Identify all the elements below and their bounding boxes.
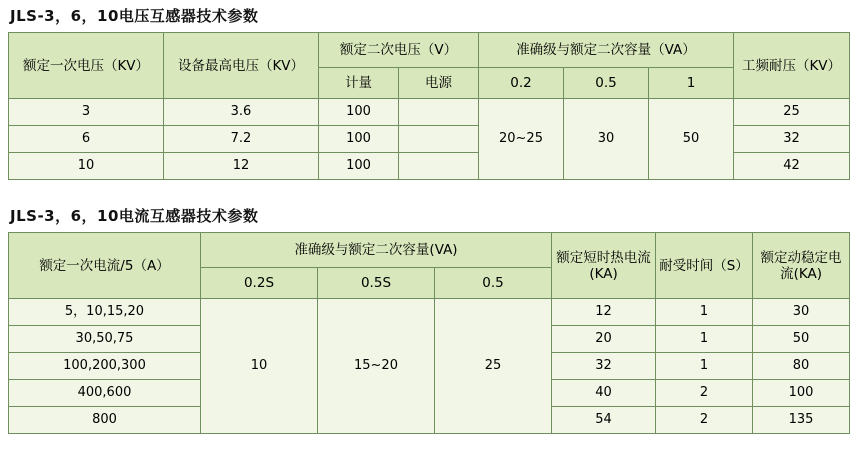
th-accuracy-0-5: 0.5 xyxy=(435,268,552,299)
table-row xyxy=(9,299,850,326)
cell-accuracy-0-5s: 15~20 xyxy=(318,299,435,434)
th-accuracy-0-5s: 0.5S xyxy=(318,268,435,299)
cell-duration: 1 xyxy=(656,326,753,353)
cell-primary-voltage: 10 xyxy=(9,153,164,180)
cell-thermal-current: 40 xyxy=(552,380,656,407)
current-transformer-table xyxy=(8,232,850,434)
cell-duration: 2 xyxy=(656,380,753,407)
cell-power xyxy=(399,99,479,126)
table-1-header-row-1 xyxy=(9,33,850,68)
cell-accuracy-0-5: 30 xyxy=(564,99,649,180)
voltage-transformer-table xyxy=(8,32,850,180)
cell-duration: 2 xyxy=(656,407,753,434)
th-rated-secondary-voltage-group: 额定二次电压（V） xyxy=(319,33,479,68)
section-spacer xyxy=(8,180,849,206)
cell-primary-voltage: 3 xyxy=(9,99,164,126)
cell-duration: 1 xyxy=(656,353,753,380)
th-accuracy-capacity-group: 准确级与额定二次容量（VA） xyxy=(479,33,734,68)
cell-max-voltage: 3.6 xyxy=(164,99,319,126)
th-power-frequency-withstand: 工频耐压（KV） xyxy=(734,33,850,99)
th-accuracy-0-2s: 0.2S xyxy=(201,268,318,299)
th-rated-dynamic-current: 额定动稳定电流(KA) xyxy=(753,233,850,299)
cell-thermal-current: 12 xyxy=(552,299,656,326)
cell-metering: 100 xyxy=(319,99,399,126)
table-2-header-row-1 xyxy=(9,233,850,268)
th-power-supply: 电源 xyxy=(399,68,479,99)
cell-metering: 100 xyxy=(319,126,399,153)
th-rated-short-time-thermal-current: 额定短时热电流(KA) xyxy=(552,233,656,299)
cell-metering: 100 xyxy=(319,153,399,180)
table-1-caption: JLS-3，6，10电压互感器技术参数 xyxy=(10,7,259,25)
cell-power xyxy=(399,126,479,153)
cell-thermal-current: 54 xyxy=(552,407,656,434)
cell-accuracy-1: 50 xyxy=(649,99,734,180)
cell-primary-voltage: 6 xyxy=(9,126,164,153)
th-rated-primary-current: 额定一次电流/5（A） xyxy=(9,233,201,299)
cell-primary-current: 5，10,15,20 xyxy=(9,299,201,326)
th-accuracy-1: 1 xyxy=(649,68,734,99)
table-row xyxy=(9,99,850,126)
cell-accuracy-0-5: 25 xyxy=(435,299,552,434)
th-accuracy-0-5: 0.5 xyxy=(564,68,649,99)
th-withstand-duration: 耐受时间（S） xyxy=(656,233,753,299)
cell-max-voltage: 12 xyxy=(164,153,319,180)
cell-thermal-current: 20 xyxy=(552,326,656,353)
table-2-caption: JLS-3，6，10电流互感器技术参数 xyxy=(10,207,259,225)
cell-power-frequency: 42 xyxy=(734,153,850,180)
cell-duration: 1 xyxy=(656,299,753,326)
cell-power-frequency: 25 xyxy=(734,99,850,126)
th-metering: 计量 xyxy=(319,68,399,99)
cell-primary-current: 100,200,300 xyxy=(9,353,201,380)
cell-thermal-current: 32 xyxy=(552,353,656,380)
cell-primary-current: 400,600 xyxy=(9,380,201,407)
th-accuracy-capacity-group: 准确级与额定二次容量(VA) xyxy=(201,233,552,268)
cell-dynamic-current: 100 xyxy=(753,380,850,407)
cell-accuracy-0-2s: 10 xyxy=(201,299,318,434)
cell-accuracy-0-2: 20~25 xyxy=(479,99,564,180)
cell-power xyxy=(399,153,479,180)
th-accuracy-0-2: 0.2 xyxy=(479,68,564,99)
cell-dynamic-current: 50 xyxy=(753,326,850,353)
th-rated-primary-voltage: 额定一次电压（KV） xyxy=(9,33,164,99)
cell-max-voltage: 7.2 xyxy=(164,126,319,153)
cell-primary-current: 800 xyxy=(9,407,201,434)
cell-primary-current: 30,50,75 xyxy=(9,326,201,353)
cell-dynamic-current: 80 xyxy=(753,353,850,380)
cell-dynamic-current: 30 xyxy=(753,299,850,326)
cell-power-frequency: 32 xyxy=(734,126,850,153)
cell-dynamic-current: 135 xyxy=(753,407,850,434)
th-max-equipment-voltage: 设备最高电压（KV） xyxy=(164,33,319,99)
